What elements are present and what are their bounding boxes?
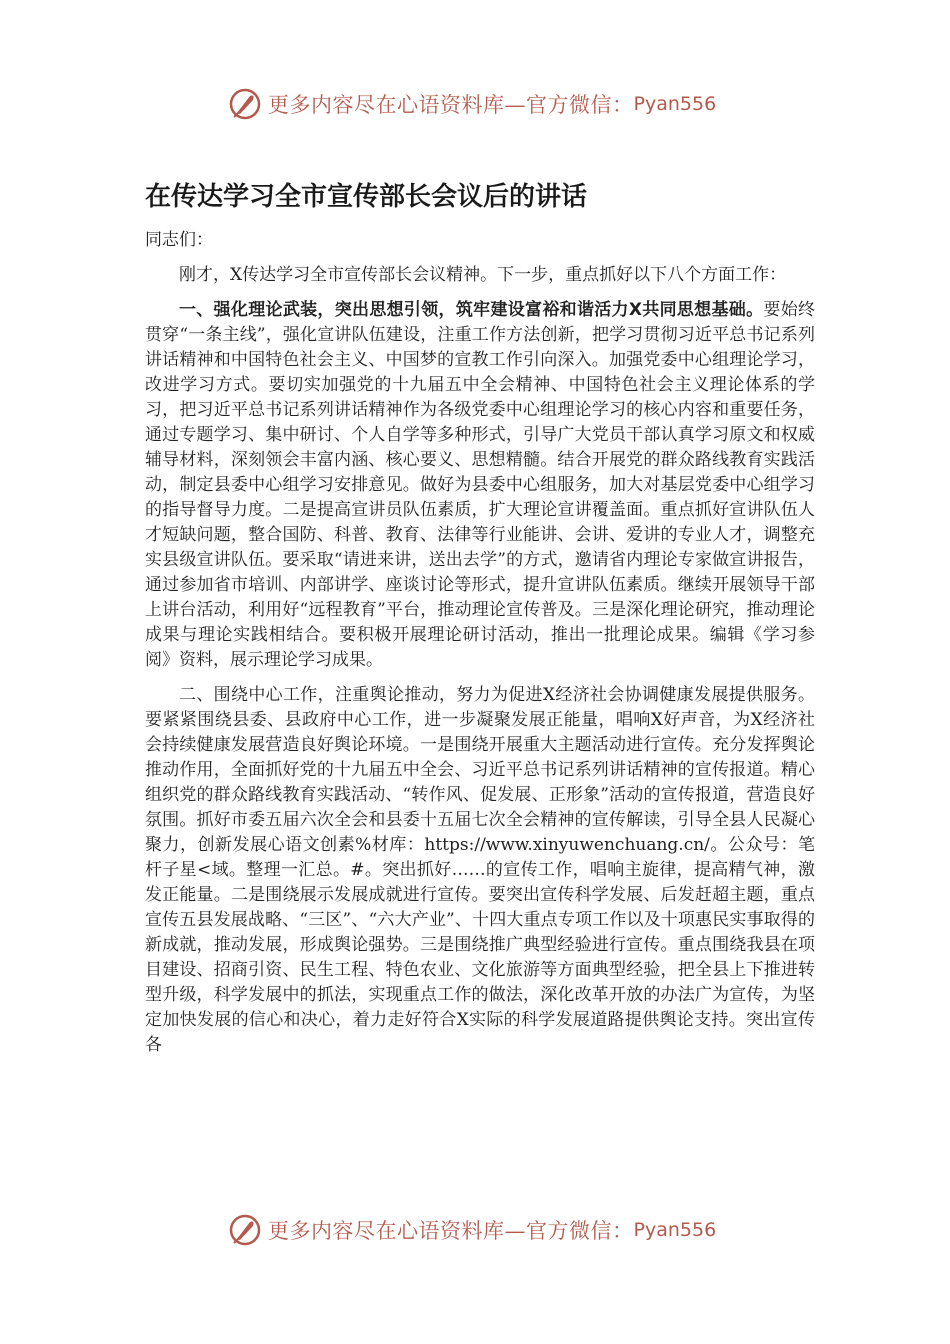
watermark-wechat-id: Pyan556	[633, 93, 717, 115]
document-body	[145, 228, 815, 1068]
feather-pen-logo-icon	[228, 1213, 262, 1247]
section-1-paragraph	[145, 298, 815, 673]
watermark-text: 更多内容尽在心语资料库—官方微信：	[268, 1219, 634, 1243]
feather-pen-logo-icon	[228, 87, 262, 121]
watermark-text: 更多内容尽在心语资料库—官方微信：	[268, 93, 634, 117]
section-1-heading: 一、强化理论武装，突出思想引领，筑牢建设富裕和谐活力X共同思想基础。	[179, 300, 764, 320]
intro-paragraph: 刚才，X传达学习全市宣传部长会议精神。下一步，重点抓好以下八个方面工作：	[179, 265, 787, 285]
watermark-wechat-id: Pyan556	[633, 1219, 717, 1241]
greeting: 同志们：	[145, 230, 213, 250]
section-2-paragraph: 二、围绕中心工作，注重舆论推动，努力为促进X经济社会协调健康发展提供服务。要紧紧围绕县委、县政府中心工作，进一步凝聚发展正能量，唱响X好声音，为X经济社会持续健康发展营造良好舆论环境。一是围绕开展重大主题活动进行宣传。充分发挥舆论推动作用，全面抓好党的十九届五中全会、习近平总书记系列讲话精神的宣传报道。精心组织党的群众路线教育实践活动、“转作风、促发展、正形象”活动的宣传报道，营造良好氛围。抓好市委五届六次全会和县委十五届七次全会精神的宣传解读，引导全县人民凝心聚力，创新发展心语文创素%材库：https://www.xinyuwenchuang.cn/。公众号：笔杆子星<域。整理一汇总。#。突出抓好……的宣传工作，唱响主旋律，提高精气神，激发正能量。二是围绕展示发展成就进行宣传。要突出宣传科学发展、后发赶超主题，重点宣传五县发展战略、“三区”、“六大产业”、十四大重点专项工作以及十项惠民实事取得的新成就，推动发展，形成舆论强势。三是围绕推广典型经验进行宣传。重点围绕我县在项目建设、招商引资、民生工程、特色农业、文化旅游等方面典型经验，把全县上下推进转型升级，科学发展中的抓法，实现重点工作的做法，深化改革开放的办法广为宣传，为坚定加快发展的信心和决心，着力走好符合X实际的科学发展道路提供舆论支持。突出宣传各	[145, 685, 815, 1055]
watermark-banner-top	[228, 84, 748, 124]
section-1-body: 要始终贯穿“一条主线”，强化宣讲队伍建设，注重工作方法创新，把学习贯彻习近平总书记系列讲话精神和中国特色社会主义、中国梦的宣教工作引向深入。加强党委中心组理论学习，改进学习方式。要切实加强党的十九届五中全会精神、中国特色社会主义理论体系的学习，把习近平总书记系列讲话精神作为各级党委中心组理论学习的核心内容和重要任务，通过专题学习、集中研讨、个人自学等多种形式，引导广大党员干部认真学习原文和权威辅导材料，深刻领会丰富内涵、核心要义、思想精髓。结合开展党的群众路线教育实践活动，制定县委中心组学习安排意见。做好为县委中心组服务，加大对基层党委中心组学习的指导督导力度。二是提高宣讲员队伍素质，扩大理论宣讲覆盖面。重点抓好宣讲队伍人才短缺问题，整合国防、科普、教育、法律等行业能讲、会讲、爱讲的专业人才，调整充实县级宣讲队伍。要采取“请进来讲，送出去学”的方式，邀请省内理论专家做宣讲报告，通过参加省市培训、内部讲学、座谈讨论等形式，提升宣讲队伍素质。继续开展领导干部上讲台活动，利用好“远程教育”平台，推动理论宣传普及。三是深化理论研究，推动理论成果与理论实践相结合。要积极开展理论研讨活动，推出一批理论成果。编辑《学习参阅》资料，展示理论学习成果。	[145, 300, 815, 670]
watermark-banner-bottom	[228, 1210, 748, 1250]
document-title: 在传达学习全市宣传部长会议后的讲话	[145, 182, 588, 212]
